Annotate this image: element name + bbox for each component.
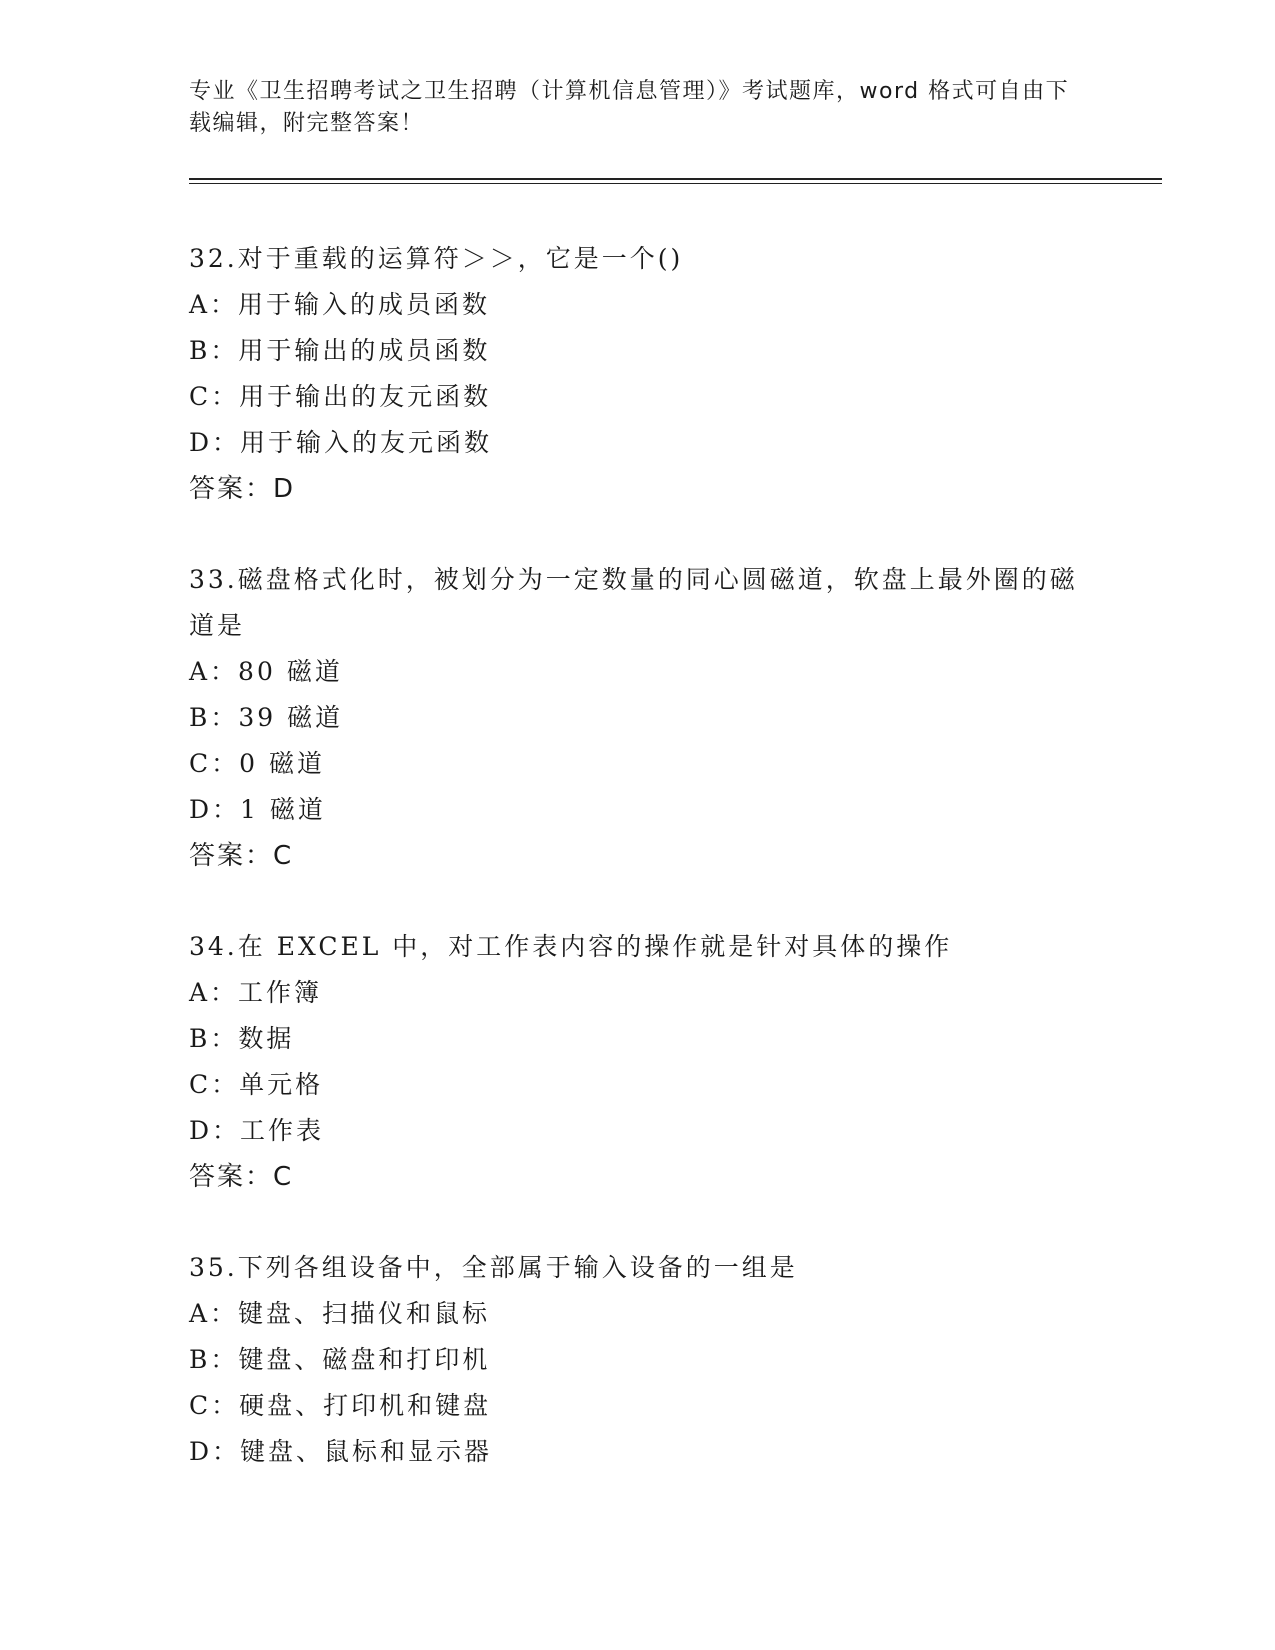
question-stem: 35.下列各组设备中，全部属于输入设备的一组是	[189, 1253, 798, 1282]
question-item	[189, 924, 1089, 1200]
option-d: D：工作表	[189, 1116, 325, 1145]
option-b: B：键盘、磁盘和打印机	[189, 1345, 491, 1374]
option-c: C：0 磁道	[189, 749, 325, 778]
page-header: 专业《卫生招聘考试之卫生招聘（计算机信息管理）》考试题库，word 格式可自由下载编辑，附完整答案！	[189, 79, 1070, 136]
option-a: A：80 磁道	[189, 657, 343, 686]
option-a: A：用于输入的成员函数	[189, 290, 491, 319]
option-c: C：单元格	[189, 1070, 324, 1099]
option-b: B：数据	[189, 1024, 295, 1053]
option-d: D：用于输入的友元函数	[189, 428, 493, 457]
option-c: C：用于输出的友元函数	[189, 382, 492, 411]
question-stem: 33.磁盘格式化时，被划分为一定数量的同心圆磁道，软盘上最外圈的磁道是	[189, 565, 1078, 640]
answer: 答案：C	[189, 841, 294, 871]
option-d: D：1 磁道	[189, 795, 326, 824]
question-item	[189, 1245, 1089, 1475]
answer: 答案：D	[189, 474, 296, 504]
question-item	[189, 236, 1089, 512]
option-a: A：键盘、扫描仪和鼠标	[189, 1299, 491, 1328]
option-a: A：工作簿	[189, 978, 323, 1007]
question-list	[189, 236, 1089, 1520]
question-stem: 32.对于重载的运算符＞＞，它是一个()	[189, 244, 684, 273]
option-d: D：键盘、鼠标和显示器	[189, 1437, 493, 1466]
header-divider	[189, 178, 1162, 184]
question-stem: 34.在 EXCEL 中，对工作表内容的操作就是针对具体的操作	[189, 932, 953, 961]
option-b: B：用于输出的成员函数	[189, 336, 491, 365]
answer: 答案：C	[189, 1162, 294, 1192]
option-c: C：硬盘、打印机和键盘	[189, 1391, 492, 1420]
option-b: B：39 磁道	[189, 703, 344, 732]
question-item	[189, 557, 1089, 879]
